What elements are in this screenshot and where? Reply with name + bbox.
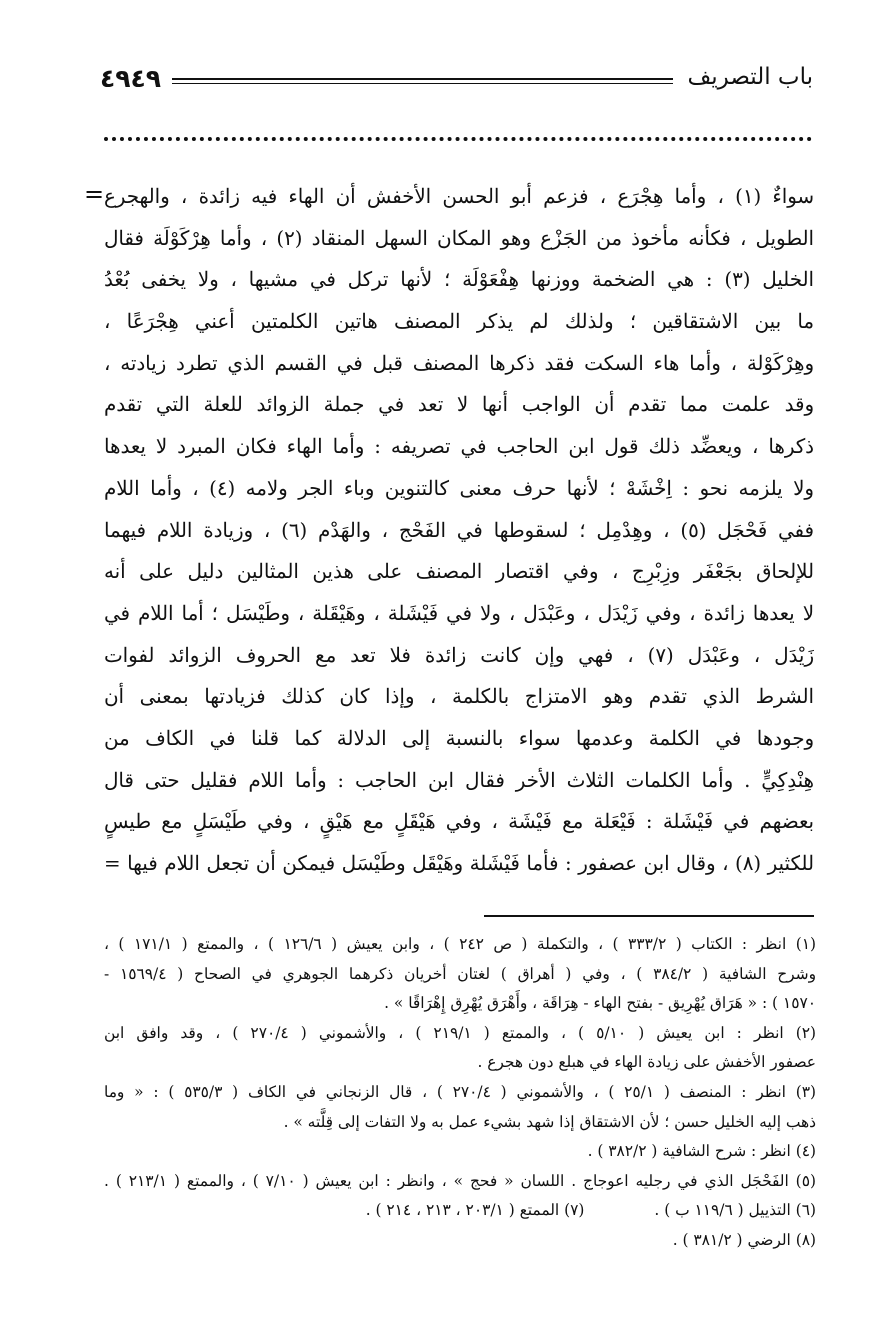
body-line: الخليل (٣) : هي الضخمة ووزنها هِفْعَوْلَة ؛ لأنها تركل في مشيها ، ولا يخفى بُعْدُ <box>104 268 814 292</box>
body-line: زَيْدَل ، وعَبْدَل (٧) ، فهي وإن كانت زائدة فلا تعد مع الحروف الزوائد لفوات <box>104 643 814 667</box>
main-text <box>104 176 814 885</box>
footnote-7: (٧) الممتع ( ٢٠٣/١ ، ٢١٣ ، ٢١٤ ) . <box>365 1201 585 1220</box>
body-line: وهِرْكَوْلة ، وأما هاء السكت فقد ذكرها المصنف قبل في القسم الذي تطرد زيادته ، <box>104 351 814 375</box>
body-line: ذكرها ، ويعضِّد ذلك قول ابن الحاجب في تصريفه : وأما الهاء فكان المبرد لا يعدها <box>104 435 814 459</box>
footnotes <box>104 930 816 1256</box>
body-line: الشرط الذي تقدم وهو الامتزاج بالكلمة ، وإذا كان كذلك فزيادتها بمعنى أن <box>104 685 814 709</box>
footnote-3-line: (٣) انظر : المنصف ( ٢٥/١ ) ، والأشموني ( ٢٧٠/٤ ) ، قال الزنجاني في الكاف ( ٥٣٥/٣ ) : « وما <box>104 1082 816 1101</box>
footnote-4: (٤) انظر : شرح الشافية ( ٣٨٢/٢ ) . <box>587 1142 816 1161</box>
body-line: لا يعدها زائدة ، وفي زَيْدَل ، وعَبْدَل ، ولا في فَيْشَلة ، وهَيْقَلة ، وطَيْسَل ؛ أما اللام في <box>104 601 814 625</box>
chapter-title: باب التصريف <box>687 64 813 90</box>
footnote-6: (٦) التذييل ( ١١٩/٦ ب ) . <box>654 1201 816 1220</box>
footnote-2-line: عصفور الأخفش على زيادة الهاء في هبلع دون هجرع . <box>477 1053 816 1072</box>
dotted-separator <box>104 137 812 149</box>
footnote-2-line: (٢) انظر : ابن يعيش ( ٥/١٠ ) ، والممتع ( ٢١٩/١ ) ، والأشموني ( ٢٧٠/٤ ) ، وقد وافق ابن <box>104 1023 816 1042</box>
body-line: ولا يلزمه نحو : اِخْشَهْ ؛ لأنها حرف معنى كالتنوين وباء الجر ولامه (٤) ، وأما اللام <box>104 476 814 500</box>
footnote-1-line: ١٥٧٠ ) : « هَرَاق يُهْرِيق - بفتح الهاء - هِرَاقَة ، وأَهْرَق يُهْرِق إِهْرَاقًا » . <box>384 994 816 1013</box>
body-line: هِنْدِكِيٍّ . وأما الكلمات الثلاث الأخر فقال ابن الحاجب : وأما اللام فقليل حتى قال <box>104 768 814 792</box>
body-line: للإلحاق بجَعْفَر وزِبْرِج ، وفي اقتصار المصنف على هذين المثالين دليل على أنه <box>104 560 814 584</box>
footnote-3-line: ذهب إليه الخليل حسن ؛ لأن الاشتقاق إذا شهد بشيء عمل به ولا التفات إلى قِلَّته » . <box>283 1112 816 1131</box>
header-rule <box>172 78 673 84</box>
running-header <box>100 64 813 108</box>
body-line: وجودها في الكلمة وعدمها سواء بالنسبة إلى الدلالة كما قلنا في الكاف من <box>104 726 814 750</box>
body-line: الطويل ، فكأنه مأخوذ من الجَزْع وهو المكان السهل المنقاد (٢) ، وأما هِرْكَوْلَة فقال <box>104 226 814 250</box>
body-line: وقد علمت مما تقدم أن الواجب أنها لا تعد في جملة الزوائد للعلة التي تقدم <box>104 393 814 417</box>
body-line: سواءٌ (١) ، وأما هِجْرَع ، فزعم أبو الحسن الأخفش أن الهاء فيه زائدة ، والهجرع <box>104 185 814 208</box>
footnote-5: (٥) الفَحْجَل الذي في رجليه اعوجاج . اللسان « فحج » ، وانظر : ابن يعيش ( ٧/١٠ ) ، والممتع ( ٢١٣/١ ) . <box>104 1171 816 1190</box>
footnote-row-6-7 <box>104 1196 816 1226</box>
footnote-8: (٨) الرضي ( ٣٨١/٢ ) . <box>672 1230 816 1249</box>
body-line: ما بين الاشتقاقين ؛ ولذلك لم يذكر المصنف هاتين الكلمتين أعني هِجْرَعًا ، <box>104 310 814 334</box>
page-number: ٤٩٤٩ <box>100 64 162 93</box>
footnote-1-line: وشرح الشافية ( ٣٨٤/٢ ) ، وفي ( أهراق ) لغتان أخريان ذكرهما الجوهري في الصحاح ( ١٥٦٩/٤ - <box>104 964 816 983</box>
continuation-mark-top: = <box>84 180 105 208</box>
body-line: ففي فَحْجَل (٥) ، وهِدْمِل ؛ لسقوطها في الفَحْج ، والهَدْم (٦) ، وزيادة اللام فيهما <box>104 518 814 542</box>
footnote-1-line: (١) انظر : الكتاب ( ٣٣٣/٢ ) ، والتكملة ( ص ٢٤٢ ) ، وابن يعيش ( ١٢٦/٦ ) ، والممتع ( ١٧١/١ ) ، <box>104 935 816 953</box>
footnote-rule <box>484 915 814 917</box>
body-line: للكثير (٨) ، وقال ابن عصفور : فأما فَيْشَلة وهَيْقَل وطَيْسَل فيمكن أن تجعل اللام فيها = <box>104 852 814 875</box>
body-line: بعضهم في فَيْشَلة : فَيْعَلة مع فَيْشَة ، وفي هَيْقَلٍ مع هَيْقٍ ، وفي طَيْسَلٍ مع طيسٍ <box>104 810 814 834</box>
